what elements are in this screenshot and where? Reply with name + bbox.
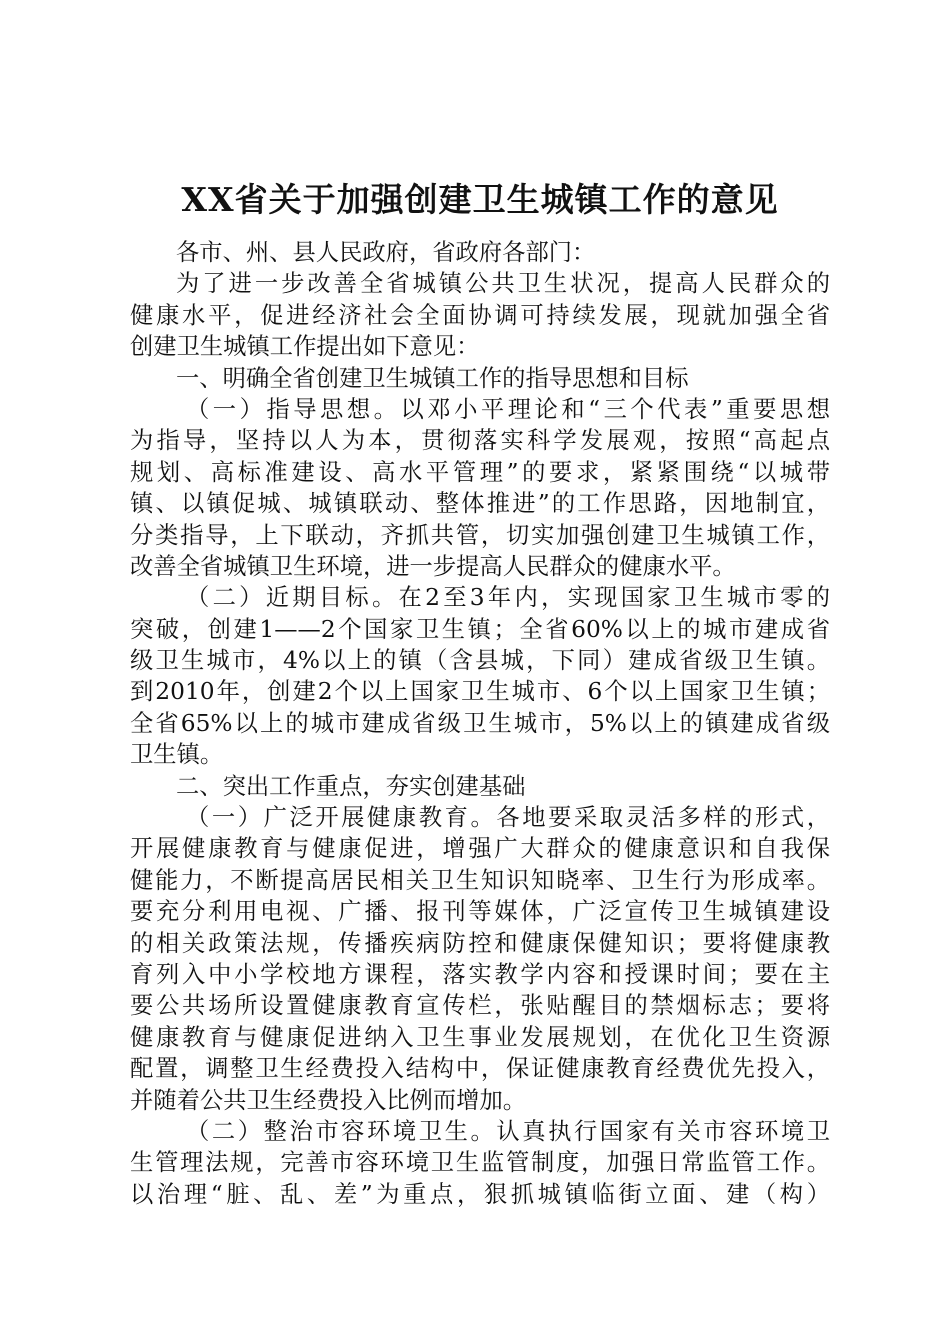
paragraph-line: 健康教育与健康促进纳入卫生事业发展规划，在优化卫生资源 [130, 1023, 830, 1051]
paragraph-line: 要充分利用电视、广播、报刊等媒体，广泛宣传卫生城镇建设 [130, 898, 830, 926]
paragraph-line: （一）广泛开展健康教育。各地要采取灵活多样的形式， [186, 804, 830, 832]
paragraph-line: （一）指导思想。以邓小平理论和“三个代表”重要思想 [186, 395, 830, 423]
paragraph [130, 802, 830, 1116]
paragraph-line: 并随着公共卫生经费投入比例而增加。 [130, 1086, 527, 1114]
paragraph-line: 配置，调整卫生经费投入结构中，保证健康教育经费优先投入， [130, 1055, 830, 1083]
paragraph-line: 级卫生城市，4%以上的镇（含县城，下同）建成省级卫生镇。 [130, 647, 830, 675]
paragraph-line: 健康水平，促进经济社会全面协调可持续发展，现就加强全省 [130, 301, 830, 329]
paragraph-line: 一、明确全省创建卫生城镇工作的指导思想和目标 [176, 364, 689, 392]
document-title: XX省关于加强创建卫生城镇工作的意见 [181, 180, 779, 219]
paragraph [130, 237, 830, 268]
document-body [130, 237, 830, 1210]
paragraph-line: 为指导，坚持以人为本，贯彻落实科学发展观，按照“高起点 [130, 427, 830, 455]
paragraph-line: （二）近期目标。在2至3年内，实现国家卫生城市零的 [186, 584, 830, 612]
paragraph-line: 以治理“脏、乱、差”为重点，狠抓城镇临街立面、建（构） [130, 1180, 830, 1208]
paragraph-line: 改善全省城镇卫生环境，进一步提高人民群众的健康水平。 [130, 552, 736, 580]
paragraph [130, 1116, 830, 1210]
paragraph-line: 卫生镇。 [130, 741, 224, 769]
paragraph-line: 到2010年，创建2个以上国家卫生城市、6个以上国家卫生镇； [130, 678, 830, 706]
paragraph-line: 规划、高标准建设、高水平管理”的要求，紧紧围绕“以城带 [130, 458, 830, 486]
paragraph-line: 全省65%以上的城市建成省级卫生城市，5%以上的镇建成省级 [130, 709, 830, 737]
paragraph-line: 为了进一步改善全省城镇公共卫生状况，提高人民群众的 [176, 270, 830, 298]
paragraph-line: 的相关政策法规，传播疾病防控和健康保健知识；要将健康教 [130, 929, 830, 957]
paragraph-line: 要公共场所设置健康教育宣传栏，张贴醒目的禁烟标志；要将 [130, 992, 830, 1020]
paragraph-line: 开展健康教育与健康促进，增强广大群众的健康意识和自我保 [130, 835, 830, 863]
paragraph [130, 268, 830, 362]
paragraph-line: 各市、州、县人民政府，省政府各部门： [176, 239, 596, 266]
paragraph [130, 394, 830, 582]
paragraph-line: 分类指导，上下联动，齐抓共管，切实加强创建卫生城镇工作， [130, 521, 830, 549]
paragraph-line: （二）整治市容环境卫生。认真执行国家有关市容环境卫 [186, 1117, 830, 1145]
paragraph-line: 健能力，不断提高居民相关卫生知识知晓率、卫生行为形成率。 [130, 866, 830, 894]
paragraph [130, 771, 830, 802]
paragraph-line: 生管理法规，完善市容环境卫生监管制度，加强日常监管工作。 [130, 1149, 830, 1177]
paragraph-line: 二、突出工作重点，夯实创建基础 [176, 772, 526, 800]
paragraph-line: 育列入中小学校地方课程，落实教学内容和授课时间；要在主 [130, 960, 830, 988]
paragraph-line: 突破，创建1——2个国家卫生镇；全省60%以上的城市建成省 [130, 615, 830, 643]
paragraph-line: 创建卫生城镇工作提出如下意见： [130, 333, 480, 361]
paragraph [130, 363, 830, 394]
paragraph [130, 582, 830, 770]
paragraph-line: 镇、以镇促城、城镇联动、整体推进”的工作思路，因地制宜， [130, 490, 830, 518]
